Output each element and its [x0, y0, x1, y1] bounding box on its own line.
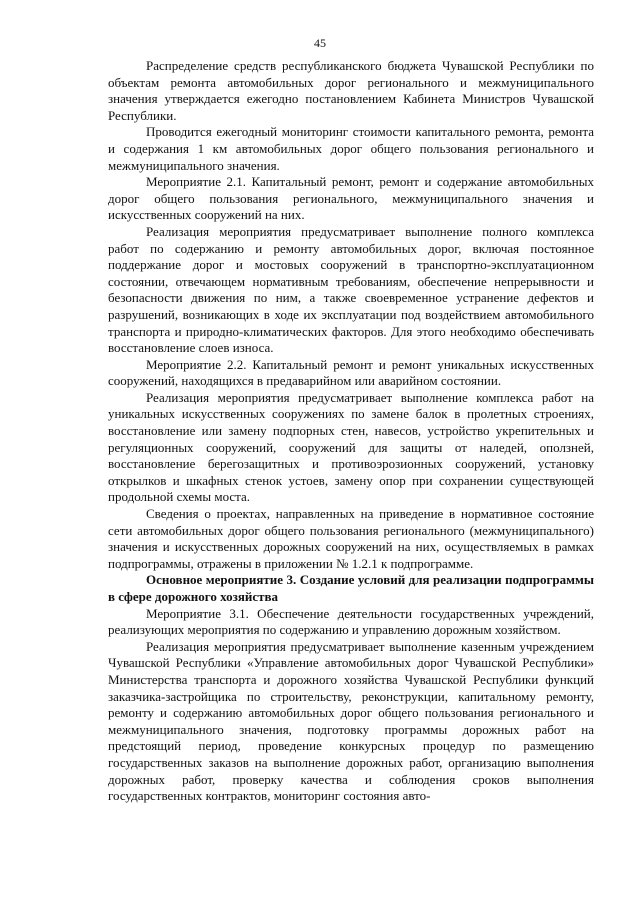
paragraph-measure-3-1-implementation: Реализация мероприятия предусматривает выполнение казенным учреждением Чувашской Республики «Управление автомобильных дорог Чувашской Республики» Министерства транспорта и дорожного хозяйства Чувашской Республики функций заказчика-застройщика по строительству, реконструкции, капитальному ремонту, ремонту и содержанию автомобильных дорог общего пользования регионального и межмуниципального значения, подготовку программы дорожных работ на предстоящий период, проведение конкурсных процедур по размещению государственных заказов на выполнение дорожных работ, организацию выполнения дорожных работ, проверку качества и соблюдения сроков выполнения государственных контрактов, мониторинг состояния авто- — [108, 638, 594, 804]
paragraph-budget-distribution: Распределение средств республиканского бюджета Чувашской Республики по объектам ремонта автомобильных дорог регионального и межмуниципального значения утверждается ежегодно постановлением Кабинета Министров Чувашской Республики. — [108, 58, 594, 123]
paragraph-projects-info: Сведения о проектах, направленных на приведение в нормативное состояние сети автомобильных дорог общего пользования регионального (межмуниципального) значения и искусственных дорожных сооружений на них, осуществляемых в рамках подпрограммы, отражены в приложении № 1.2.1 к подпрограмме. — [108, 506, 594, 571]
section-heading-main-measure-3: Основное мероприятие 3. Создание условий для реализации подпрограммы в сфере дорожного хозяйства — [108, 572, 594, 604]
paragraph-measure-3-1: Мероприятие 3.1. Обеспечение деятельности государственных учреждений, реализующих мероприятия по содержанию и управлению дорожным хозяйством. — [108, 605, 594, 638]
body-text — [108, 58, 594, 805]
paragraph-measure-2-2-implementation: Реализация мероприятия предусматривает выполнение комплекса работ на уникальных искусственных сооружениях по замене балок в пролетных строениях, восстановление или замену подпорных стен, навесов, устройство укрепительных и регуляционных сооружений, сооружений для защиты от наледей, оползней, восстановление берегозащитных и противоэрозионных сооружений, установку открылков и шкафных стенок устоев, замену опор при сохранении существующей продольной схемы моста. — [108, 389, 594, 505]
paragraph-measure-2-1-implementation: Реализация мероприятия предусматривает выполнение полного комплекса работ по содержанию и ремонту автомобильных дорог, включая постоянное поддержание дорог и мостовых сооружений в транспортно-эксплуатационном состоянии, отвечающем нормативным требованиям, обеспечение непрерывности и безопасности движения по ним, а также своевременное устранение дефектов и разрушений, возникающих в ходе их эксплуатации под воздействием автомобильного транспорта и природно-климатических факторов. Для этого необходимо обеспечивать восстановление слоев износа. — [108, 223, 594, 356]
page-number: 45 — [314, 36, 326, 50]
paragraph-cost-monitoring: Проводится ежегодный мониторинг стоимости капитального ремонта, ремонта и содержания 1 км автомобильных дорог общего пользования регионального и межмуниципального значения. — [108, 124, 594, 173]
paragraph-measure-2-1: Мероприятие 2.1. Капитальный ремонт, ремонт и содержание автомобильных дорог общего пользования регионального, межмуниципального значения и искусственных сооружений на них. — [108, 174, 594, 223]
paragraph-measure-2-2: Мероприятие 2.2. Капитальный ремонт и ремонт уникальных искусственных сооружений, находящихся в предаварийном или аварийном состоянии. — [108, 356, 594, 389]
